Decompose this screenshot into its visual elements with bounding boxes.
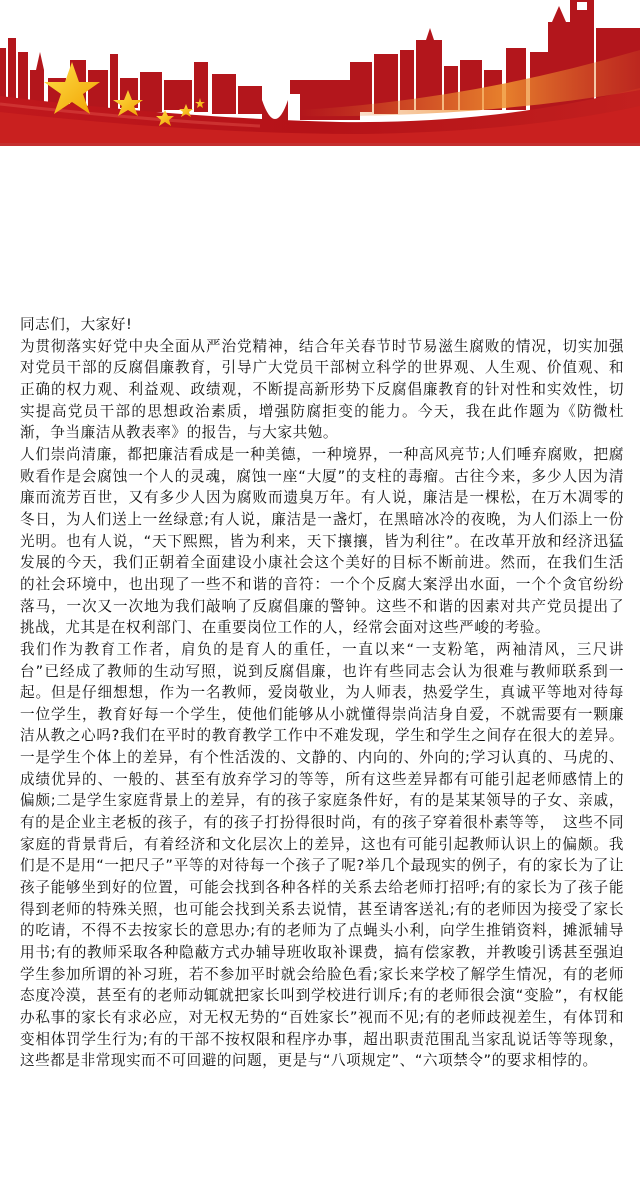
header-banner [0, 0, 640, 146]
skyline-banner-graphic [0, 0, 640, 146]
paragraph-integrity: 人们崇尚清廉，都把廉洁看成是一种美德，一种境界，一种高风亮节;人们唾弃腐败，把腐败看作是会腐蚀一个人的灵魂，腐蚀一座“大厦”的支柱的毒瘤。古往今来，多少人因为清廉而流芳百世，又有多少人因为腐败而遗臭万年。有人说，廉洁是一棵松，在万木凋零的冬日，为人们送上一丝绿意;有人说，廉洁是一盏灯，在黑暗冰冷的夜晚，为人们添上一份光明。也有人说，“天下熙熙，皆为利来，天下攘攘，皆为利往”。在改革开放和经济迅猛发展的今天，我们正朝着全面建设小康社会这个美好的目标不断前进。然而，在我们生活的社会环境中，也出现了一些不和谐的音符：一个个反腐大案浮出水面，一个个贪官纷纷落马，一次又一次地为我们敲响了反腐倡廉的警钟。这些不和谐的因素对共产党员提出了挑战，尤其是在权利部门、在重要岗位工作的人，经常会面对这些严峻的考验。 [20, 445, 624, 637]
greeting: 同志们，大家好! [20, 316, 133, 333]
paragraph-teachers: 我们作为教育工作者，肩负的是育人的重任，一直以来“一支粉笔，两袖清风，三尺讲台”已经成了教师的生动写照，说到反腐倡廉，也许有些同志会认为很难与教师联系到一起。但是仔细想想，作为一名教师，爱岗敬业，为人师表，热爱学生，真诚平等地对待每一位学生，教育好每一个学生，使他们能够从小就懂得崇尚洁身自爱，不就需要有一颗廉洁从教之心吗?我们在平时的教育教学工作中不难发现，学生和学生之间存在很大的差异。一是学生个体上的差异，有个性活泼的、文静的、内向的、外向的;学习认真的、马虎的、成绩优异的、一般的、甚至有放弃学习的等等，所有这些差异都有可能引起老师感情上的偏颇;二是学生家庭背景上的差异，有的孩子家庭条件好，有的是某某领导的子女、亲戚，有的是企业主老板的孩子，有的孩子打扮得很时尚，有的孩子穿着很朴素等等， 这些不同家庭的背景背后，有着经济和文化层次上的差异，这也有可能引起教师认识上的偏颇。我们是不是用“一把尺子”平等的对待每一个孩子了呢?举几个最现实的例子，有的家长为了让孩子能够坐到好的位置，可能会找到各种各样的关系去给老师打招呼;有的家长为了孩子能得到老师的特殊关照，也可能会找到关系去说情，甚至请客送礼;有的老师因为接受了家长的吃请，不得不去按家长的意思办;有的老师为了点蝇头小利，向学生推销资料，摊派辅导用书;有的教师采取各种隐蔽方式办辅导班收取补课费，搞有偿家教，并教唆引诱甚至强迫学生参加所谓的补习班，若不参加平时就会给脸色看;家长来学校了解学生情况，有的老师态度冷漠，甚至有的老师动辄就把家长叫到学校进行训斥;有的老师很会演“变脸”，有权能办私事的家长有求必应，对无权无势的“百姓家长”视而不见;有的老师歧视差生，有体罚和变相体罚学生行为;有的干部不按权限和程序办事，超出职责范围乱当家乱说话等等现象，这些都是非常现实而不可回避的问题，更是与“八项规定”、“六项禁令”的要求相悖的。 [20, 640, 624, 1070]
document-body [20, 314, 624, 1072]
paragraph-intro: 为贯彻落实好党中央全面从严治党精神，结合年关春节时节易滋生腐败的情况，切实加强对党员干部的反腐倡廉教育，引导广大党员干部树立科学的世界观、人生观、价值观、和正确的权力观、利益观、政绩观，不断提高新形势下反腐倡廉教育的针对性和实效性，切实提高党员干部的思想政治素质，增强防腐拒变的能力。今天，我在此作题为《防微杜渐，争当廉洁从教表率》的报告，与大家共勉。 [20, 337, 624, 442]
